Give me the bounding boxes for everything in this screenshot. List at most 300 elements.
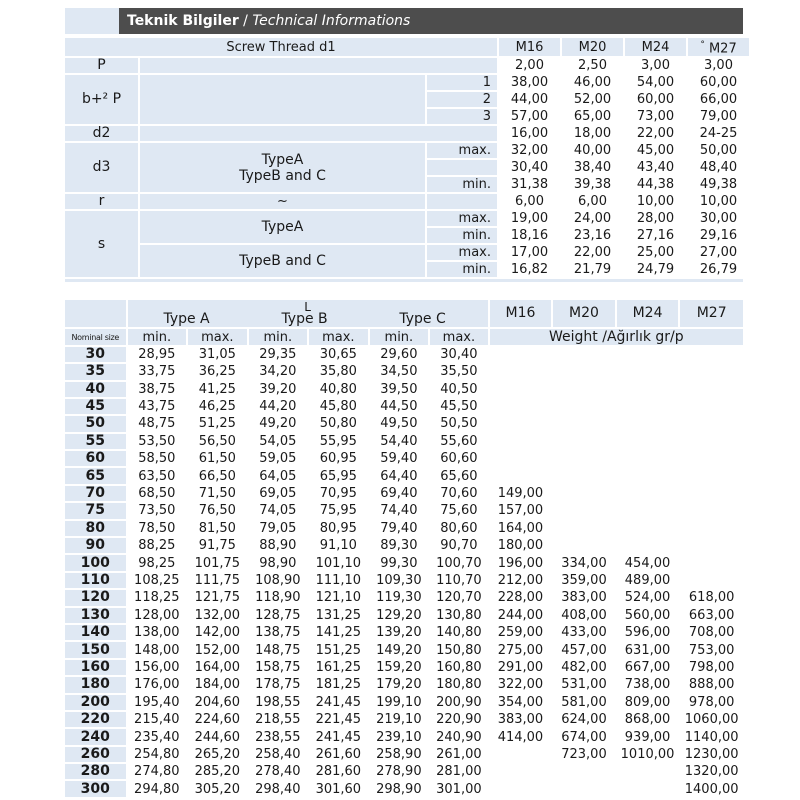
weight-cell	[617, 521, 679, 536]
length-cell: 98,25	[128, 555, 187, 570]
length-cell: 129,20	[370, 608, 429, 623]
weight-cell	[490, 364, 552, 379]
length-cell: 261,00	[430, 747, 488, 762]
length-cell: 118,90	[249, 590, 308, 605]
weight-cell: 753,00	[680, 642, 743, 657]
length-cell: 70,95	[309, 486, 368, 501]
length-cell: 101,75	[188, 555, 247, 570]
table-row	[65, 590, 743, 605]
cell: 48,40	[688, 160, 749, 175]
weight-cell	[680, 399, 743, 414]
length-cell: 241,45	[309, 729, 368, 744]
cell: 25,00	[625, 245, 686, 260]
cell: 30,40	[499, 160, 560, 175]
row-spacer	[140, 75, 425, 124]
weight-cell	[553, 486, 615, 501]
length-cell: 45,80	[309, 399, 368, 414]
table-row	[65, 538, 743, 553]
nominal-size-cell: 240	[65, 729, 126, 744]
weight-cell	[680, 538, 743, 553]
weight-cell: 359,00	[553, 573, 615, 588]
length-cell: 224,60	[188, 712, 247, 727]
length-cell: 49,50	[370, 416, 429, 431]
max-header: max.	[188, 329, 247, 344]
weight-cell: 383,00	[553, 590, 615, 605]
sub-label: 1	[427, 75, 497, 90]
length-cell: 55,95	[309, 434, 368, 449]
length-cell: 30,65	[309, 347, 368, 362]
size-header: M16	[499, 38, 560, 56]
size-header: M24	[617, 300, 679, 327]
length-cell: 40,80	[309, 382, 368, 397]
weight-cell: 408,00	[553, 608, 615, 623]
weight-cell	[680, 416, 743, 431]
length-cell: 70,60	[430, 486, 488, 501]
weight-cell	[680, 573, 743, 588]
weight-cell: 433,00	[553, 625, 615, 640]
weight-cell: 723,00	[553, 747, 615, 762]
weight-cell	[617, 503, 679, 518]
weight-cell	[617, 434, 679, 449]
length-cell: 180,80	[430, 677, 488, 692]
table-row	[65, 555, 743, 570]
cell: 40,00	[562, 143, 623, 158]
weight-cell	[617, 538, 679, 553]
length-cell: 63,50	[128, 468, 187, 483]
weight-cell	[617, 399, 679, 414]
weight-cell	[553, 764, 615, 779]
length-cell: 29,60	[370, 347, 429, 362]
length-cell: 60,95	[309, 451, 368, 466]
nominal-size-cell: 260	[65, 747, 126, 762]
length-cell: 294,80	[128, 781, 187, 796]
length-cell: 278,90	[370, 764, 429, 779]
section-header	[65, 8, 743, 34]
length-cell: 43,75	[128, 399, 187, 414]
length-cell: 218,55	[249, 712, 308, 727]
length-cell: 89,30	[370, 538, 429, 553]
row-spacer	[140, 58, 497, 73]
cell: 24,79	[625, 262, 686, 277]
length-cell: 34,20	[249, 364, 308, 379]
weight-cell	[680, 364, 743, 379]
cell: 27,00	[688, 245, 749, 260]
table-row	[65, 434, 743, 449]
nominal-size-cell: 300	[65, 781, 126, 796]
table-row	[65, 712, 743, 727]
length-cell: 220,90	[430, 712, 488, 727]
weight-cell: 1320,00	[680, 764, 743, 779]
length-cell: 41,25	[188, 382, 247, 397]
weight-cell: 149,00	[490, 486, 552, 501]
length-cell: 278,40	[249, 764, 308, 779]
weight-cell: 354,00	[490, 695, 552, 710]
length-cell: 158,75	[249, 660, 308, 675]
weight-cell: 560,00	[617, 608, 679, 623]
weight-cell: 454,00	[617, 555, 679, 570]
cell: 3,00	[688, 58, 749, 73]
length-cell: 152,00	[188, 642, 247, 657]
row-label: b+² P	[65, 75, 138, 124]
weight-cell	[617, 764, 679, 779]
length-cell: 38,75	[128, 382, 187, 397]
table-row	[65, 677, 743, 692]
length-cell: 131,25	[309, 608, 368, 623]
nominal-size-cell: 45	[65, 399, 126, 414]
length-cell: 74,40	[370, 503, 429, 518]
length-cell: 91,75	[188, 538, 247, 553]
length-cell: 51,25	[188, 416, 247, 431]
table-row	[65, 747, 743, 762]
cell: 16,82	[499, 262, 560, 277]
header-row	[65, 38, 749, 56]
weight-cell: 1400,00	[680, 781, 743, 796]
length-cell: 45,50	[430, 399, 488, 414]
length-cell: 91,10	[309, 538, 368, 553]
weight-cell	[553, 451, 615, 466]
weight-cell: 888,00	[680, 677, 743, 692]
cell: 27,16	[625, 228, 686, 243]
cell: 44,38	[625, 177, 686, 192]
title-english: Technical Informations	[252, 13, 411, 29]
cell: 19,00	[499, 211, 560, 226]
max-header: max.	[430, 329, 488, 344]
length-cell: 156,00	[128, 660, 187, 675]
length-cell: 69,40	[370, 486, 429, 501]
screw-thread-label: Screw Thread d1	[65, 38, 497, 56]
length-cell: 53,50	[128, 434, 187, 449]
table-row	[65, 364, 743, 379]
length-cell: 215,40	[128, 712, 187, 727]
cell: 26,79	[688, 262, 749, 277]
length-cell: 128,00	[128, 608, 187, 623]
length-cell: 138,00	[128, 625, 187, 640]
weight-cell: 978,00	[680, 695, 743, 710]
weight-cell: 212,00	[490, 573, 552, 588]
nominal-size-cell: 130	[65, 608, 126, 623]
length-cell: 200,90	[430, 695, 488, 710]
length-cell: 244,60	[188, 729, 247, 744]
weight-cell: 581,00	[553, 695, 615, 710]
length-cell: 281,00	[430, 764, 488, 779]
nominal-size-cell: 110	[65, 573, 126, 588]
length-cell: 65,95	[309, 468, 368, 483]
table-row	[65, 416, 743, 431]
cell: 30,00	[688, 211, 749, 226]
cell: 73,00	[625, 109, 686, 124]
length-cell: 80,95	[309, 521, 368, 536]
cell: 60,00	[625, 92, 686, 107]
row-spacer	[140, 126, 497, 141]
nominal-size-label: Nominal size	[65, 329, 126, 344]
weight-cell: 322,00	[490, 677, 552, 692]
header-accent-block	[65, 8, 119, 34]
cell: 16,00	[499, 126, 560, 141]
weight-cell	[490, 399, 552, 414]
length-cell: 301,60	[309, 781, 368, 796]
approx-mark: ~	[140, 194, 425, 209]
length-cell: 285,20	[188, 764, 247, 779]
length-cell: 281,60	[309, 764, 368, 779]
sub-label: min.	[427, 228, 497, 243]
length-cell: 64,40	[370, 468, 429, 483]
length-cell: 88,90	[249, 538, 308, 553]
table-row	[65, 764, 743, 779]
weight-cell	[553, 521, 615, 536]
length-cell: 44,20	[249, 399, 308, 414]
nominal-size-cell: 100	[65, 555, 126, 570]
nominal-size-cell: 60	[65, 451, 126, 466]
length-cell: 39,20	[249, 382, 308, 397]
weight-cell	[553, 347, 615, 362]
weight-cell: 275,00	[490, 642, 552, 657]
table-row	[65, 642, 743, 657]
section-title	[119, 8, 410, 34]
nominal-size-cell: 180	[65, 677, 126, 692]
cell: 6,00	[499, 194, 560, 209]
length-cell: 79,05	[249, 521, 308, 536]
length-cell: 108,90	[249, 573, 308, 588]
row-spacer	[427, 194, 497, 209]
length-cell: 121,10	[309, 590, 368, 605]
type-b-header: Type B	[281, 311, 328, 328]
row-s-bc-max	[65, 245, 749, 260]
type-labels	[140, 143, 425, 192]
weight-cell: 157,00	[490, 503, 552, 518]
length-cell: 88,25	[128, 538, 187, 553]
length-cell: 58,50	[128, 451, 187, 466]
weight-cell	[617, 468, 679, 483]
cell: 22,00	[625, 126, 686, 141]
length-cell: 80,60	[430, 521, 488, 536]
title-separator: /	[238, 13, 253, 29]
length-cell: 81,50	[188, 521, 247, 536]
cell: 18,16	[499, 228, 560, 243]
length-cell: 274,80	[128, 764, 187, 779]
length-cell: 69,05	[249, 486, 308, 501]
weight-cell	[490, 451, 552, 466]
length-cell: 161,25	[309, 660, 368, 675]
weight-cell	[617, 451, 679, 466]
length-cell: 34,50	[370, 364, 429, 379]
size-header: M27	[680, 300, 743, 327]
weight-cell: 674,00	[553, 729, 615, 744]
nominal-size-cell: 70	[65, 486, 126, 501]
size-header: M24	[625, 38, 686, 56]
row-r	[65, 194, 749, 209]
length-cell: 40,50	[430, 382, 488, 397]
nominal-size-cell: 90	[65, 538, 126, 553]
weight-cell: 1140,00	[680, 729, 743, 744]
size-header: M16	[490, 300, 552, 327]
length-cell: 176,00	[128, 677, 187, 692]
weight-cell: 489,00	[617, 573, 679, 588]
row-p	[65, 58, 749, 73]
length-cell: 90,70	[430, 538, 488, 553]
technical-info-sheet	[65, 8, 743, 799]
row-label: P	[65, 58, 138, 73]
nominal-size-cell: 65	[65, 468, 126, 483]
cell: 66,00	[688, 92, 749, 107]
row-label: d3	[65, 143, 138, 192]
length-cell: 55,60	[430, 434, 488, 449]
length-cell: 39,50	[370, 382, 429, 397]
cell: 6,00	[562, 194, 623, 209]
length-cell: 128,75	[249, 608, 308, 623]
cell: 57,00	[499, 109, 560, 124]
length-cell: 49,20	[249, 416, 308, 431]
sub-label: min.	[427, 262, 497, 277]
cell: 2,50	[562, 58, 623, 73]
size-header: M20	[562, 38, 623, 56]
length-cell: 30,40	[430, 347, 488, 362]
weight-cell	[680, 503, 743, 518]
weight-cell	[490, 781, 552, 796]
length-cell: 71,50	[188, 486, 247, 501]
sub-label: max.	[427, 245, 497, 260]
length-cell: 99,30	[370, 555, 429, 570]
weight-cell	[553, 468, 615, 483]
length-cell: 73,50	[128, 503, 187, 518]
cell: 10,00	[688, 194, 749, 209]
min-header: min.	[128, 329, 187, 344]
weight-header: Weight /Ağırlık gr/p	[490, 329, 743, 344]
nominal-size-cell: 75	[65, 503, 126, 518]
length-cell: 142,00	[188, 625, 247, 640]
cell: 21,79	[562, 262, 623, 277]
length-cell: 79,40	[370, 521, 429, 536]
weight-cell: 482,00	[553, 660, 615, 675]
length-group-header	[128, 300, 488, 327]
weight-cell: 624,00	[553, 712, 615, 727]
min-header: min.	[249, 329, 308, 344]
length-cell: 239,10	[370, 729, 429, 744]
weight-cell: 196,00	[490, 555, 552, 570]
weight-cell	[553, 382, 615, 397]
cell: 38,40	[562, 160, 623, 175]
nominal-size-cell: 80	[65, 521, 126, 536]
weight-cell	[553, 434, 615, 449]
length-cell: 240,90	[430, 729, 488, 744]
cell: 24,00	[562, 211, 623, 226]
length-cell: 179,20	[370, 677, 429, 692]
type-bc-label: TypeB and C	[239, 167, 326, 184]
weight-cell	[490, 434, 552, 449]
table-row	[65, 729, 743, 744]
row-s-a-max	[65, 211, 749, 226]
sub-label: max.	[427, 211, 497, 226]
size-header: M20	[553, 300, 615, 327]
length-cell: 111,10	[309, 573, 368, 588]
weight-cell: 244,00	[490, 608, 552, 623]
weight-cell: 383,00	[490, 712, 552, 727]
type-a-label: TypeA	[261, 151, 304, 168]
nominal-size-cell: 160	[65, 660, 126, 675]
row-d2	[65, 126, 749, 141]
length-cell: 54,40	[370, 434, 429, 449]
cell: 79,00	[688, 109, 749, 124]
weight-cell	[680, 382, 743, 397]
weight-cell: 868,00	[617, 712, 679, 727]
length-cell: 110,70	[430, 573, 488, 588]
title-turkish: Teknik Bilgiler	[127, 13, 239, 29]
table-row	[65, 625, 743, 640]
sub-label: 2	[427, 92, 497, 107]
type-a-header: Type A	[163, 311, 210, 328]
length-cell: 59,05	[249, 451, 308, 466]
weight-cell: 259,00	[490, 625, 552, 640]
cell: 18,00	[562, 126, 623, 141]
weight-cell	[617, 781, 679, 796]
type-c-header: Type C	[399, 311, 446, 328]
weight-cell	[680, 451, 743, 466]
length-cell: 138,75	[249, 625, 308, 640]
length-cell: 75,95	[309, 503, 368, 518]
length-cell: 150,80	[430, 642, 488, 657]
size-header-m27	[688, 38, 749, 56]
length-cell: 149,20	[370, 642, 429, 657]
weight-cell: 596,00	[617, 625, 679, 640]
weight-cell: 738,00	[617, 677, 679, 692]
length-cell: 148,75	[249, 642, 308, 657]
table-row	[65, 660, 743, 675]
weight-cell: 618,00	[680, 590, 743, 605]
length-cell: 44,50	[370, 399, 429, 414]
weight-cell: 334,00	[553, 555, 615, 570]
table-row	[65, 573, 743, 588]
length-cell: 98,90	[249, 555, 308, 570]
length-cell: 139,20	[370, 625, 429, 640]
length-cell: 29,35	[249, 347, 308, 362]
nominal-size-cell: 40	[65, 382, 126, 397]
length-cell: 50,80	[309, 416, 368, 431]
length-cell: 301,00	[430, 781, 488, 796]
cell: 46,00	[562, 75, 623, 90]
length-cell: 54,05	[249, 434, 308, 449]
cell: 32,00	[499, 143, 560, 158]
nominal-size-cell: 30	[65, 347, 126, 362]
sub-label	[427, 160, 497, 175]
length-label: L	[304, 300, 311, 315]
weight-cell: 667,00	[617, 660, 679, 675]
type-bc-label: TypeB and C	[140, 245, 425, 277]
length-cell: 184,00	[188, 677, 247, 692]
length-cell: 199,10	[370, 695, 429, 710]
length-cell: 120,70	[430, 590, 488, 605]
length-cell: 160,80	[430, 660, 488, 675]
row-d3-max	[65, 143, 749, 158]
weight-cell	[553, 503, 615, 518]
length-cell: 35,80	[309, 364, 368, 379]
length-cell: 241,45	[309, 695, 368, 710]
corner-cell	[65, 300, 126, 327]
nominal-size-cell: 150	[65, 642, 126, 657]
length-cell: 298,40	[249, 781, 308, 796]
cell: 54,00	[625, 75, 686, 90]
cell: 3,00	[625, 58, 686, 73]
weight-cell	[490, 468, 552, 483]
degree-mark: °	[700, 40, 705, 50]
weight-cell	[553, 538, 615, 553]
weight-cell	[553, 781, 615, 796]
length-cell: 141,25	[309, 625, 368, 640]
cell: 38,00	[499, 75, 560, 90]
cell: 17,00	[499, 245, 560, 260]
length-cell: 121,75	[188, 590, 247, 605]
length-cell: 36,25	[188, 364, 247, 379]
table-row	[65, 468, 743, 483]
length-cell: 75,60	[430, 503, 488, 518]
